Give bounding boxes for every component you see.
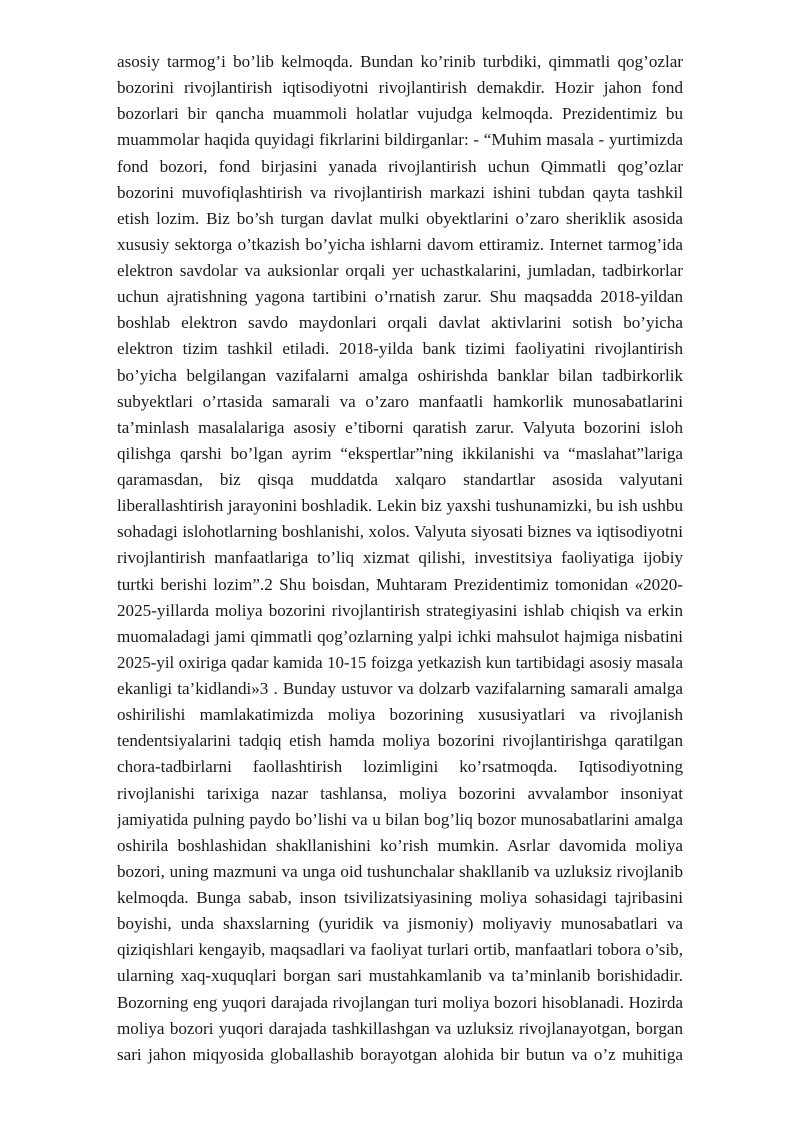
text-line: elektron savdolar va auksionlar orqali yer uchastkalarini, jumladan, tadbirkorlar xyxy=(117,261,683,280)
text-line: boyishi, unda shaxslarning (yuridik va jismoniy) moliyaviy munosabatlari va xyxy=(117,914,683,934)
text-line: etish lozim. Biz bo’sh turgan davlat mulki obyektlarini o’zaro sheriklik asosida xyxy=(117,208,683,228)
text-line: qaramasdan, biz qisqa muddatda xalqaro standartlar asosida valyutani xyxy=(117,470,683,489)
text-line: bozorlari bir qancha muammoli holatlar vujudga kelmoqda. Prezidentimiz bu xyxy=(117,104,683,124)
text-line: jamiyatida pulning paydo bo’lishi va u bilan bog’liq bozor munosabatlarini amalga xyxy=(117,809,683,829)
text-line: muomaladagi jami qimmatli qog’ozlarning yalpi ichki mahsulot hajmiga nisbatini xyxy=(117,626,683,646)
text-line: oshirila boshlashidan shakllanishini ko’rish mumkin. Asrlar davomida moliya xyxy=(117,835,683,855)
text-line: muammolar haqida quyidagi fikrlarini bildirganlar: - “Muhim masala - yurtimizda xyxy=(117,130,683,150)
text-line: asosiy tarmog’i bo’lib kelmoqda. Bundan ko’rinib turbdiki, qimmatli qog’ozlar xyxy=(117,52,683,71)
text-line: rivojlantirish manfaatlariga to’liq xizmat qilishi, investitsiya faoliyatiga ijobiy xyxy=(117,548,683,568)
text-line: ta’minlash masalalariga asosiy e’tiborni qaratish zarur. Valyuta bozorini isloh xyxy=(117,417,683,437)
text-line: fond bozori, fond birjasini yanada rivojlantirish uchun Qimmatli qog’ozlar xyxy=(117,156,683,176)
text-line: 2025-yil oxiriga qadar kamida 10-15 foizga yetkazish kun tartibidagi asosiy masala xyxy=(117,652,683,672)
document-page xyxy=(117,49,683,1068)
text-line: 2025-yillarda moliya bozorini rivojlantirish strategiyasini ishlab chiqish va erkin xyxy=(117,600,683,620)
text-line: bozorini rivojlantirish iqtisodiyotni rivojlantirish demakdir. Hozir jahon fond xyxy=(117,78,683,98)
text-line: liberallashtirish jarayonini boshladik. Lekin biz yaxshi tushunamizki, bu ish ushbu xyxy=(117,496,683,516)
text-line: chora-tadbirlarni faollashtirish lozimligini ko’rsatmoqda. Iqtisodiyotning xyxy=(117,757,683,777)
text-line: kelmoqda. Bunga sabab, inson tsivilizatsiyasining moliya sohasidagi tajribasini xyxy=(117,888,683,907)
text-line: boshlab elektron savdo maydonlari orqali davlat aktivlarini sotish bo’yicha xyxy=(117,313,683,333)
text-line: elektron tizim tashkil etiladi. 2018-yilda bank tizimi faoliyatini rivojlantirish xyxy=(117,339,683,359)
text-line: subyektlari o’rtasida samarali va o’zaro manfaatli hamkorlik munosabatlarini xyxy=(117,391,683,411)
text-line: qiziqishlari kengayib, maqsadlari va faoliyat turlari ortib, manfaatlari tobora o’sib, xyxy=(117,940,683,960)
text-line: qilishga qarshi bo’lgan ayrim “ekspertlar”ning ikkilanishi va “maslahat”lariga xyxy=(117,443,683,463)
text-line: ularning xaq-xuquqlari borgan sari mustahkamlanib va ta’minlanib borishidadir. xyxy=(117,966,683,986)
text-line: moliya bozori yuqori darajada tashkillashgan va uzluksiz rivojlanayotgan, borgan xyxy=(117,1018,683,1038)
text-line: sari jahon miqyosida globallashib borayotgan alohida bir butun va o’z muhitiga xyxy=(117,1044,683,1064)
text-line: rivojlanishi tarixiga nazar tashlansa, moliya bozorini avvalambor insoniyat xyxy=(117,783,683,803)
text-line: Bozorning eng yuqori darajada rivojlangan turi moliya bozori hisoblanadi. Hozirda xyxy=(117,992,683,1012)
text-line: uchun ajratishning yagona tartibini o’rnatish zarur. Shu maqsadda 2018-yildan xyxy=(117,287,683,307)
text-line: bozorini muvofiqlashtirish va rivojlantirish markazi ishini tubdan qayta tashkil xyxy=(117,182,683,202)
text-line: turtki berishi lozim”.2 Shu boisdan, Muhtaram Prezidentimiz tomonidan «2020- xyxy=(117,574,683,594)
text-line: bozori, uning mazmuni va unga oid tushunchalar shakllanib va uzluksiz rivojlanib xyxy=(117,861,683,881)
text-line: xususiy sektorga o’tkazish bo’yicha ishlarni davom ettiramiz. Internet tarmog’ida xyxy=(117,234,683,254)
text-line: ekanligi ta’kidlandi»3 . Bunday ustuvor va dolzarb vazifalarning samarali amalga xyxy=(117,679,683,698)
text-line: sohadagi islohotlarning boshlanishi, xolos. Valyuta siyosati biznes va iqtisodiyotni xyxy=(117,522,683,542)
text-line: tendentsiyalarini tadqiq etish hamda moliya bozorini rivojlantirishga qaratilgan xyxy=(117,731,683,751)
text-line: oshirilishi mamlakatimizda moliya bozorining xususiyatlari va rivojlanish xyxy=(117,705,683,725)
text-line: bo’yicha belgilangan vazifalarni amalga oshirishda banklar bilan tadbirkorlik xyxy=(117,365,683,385)
